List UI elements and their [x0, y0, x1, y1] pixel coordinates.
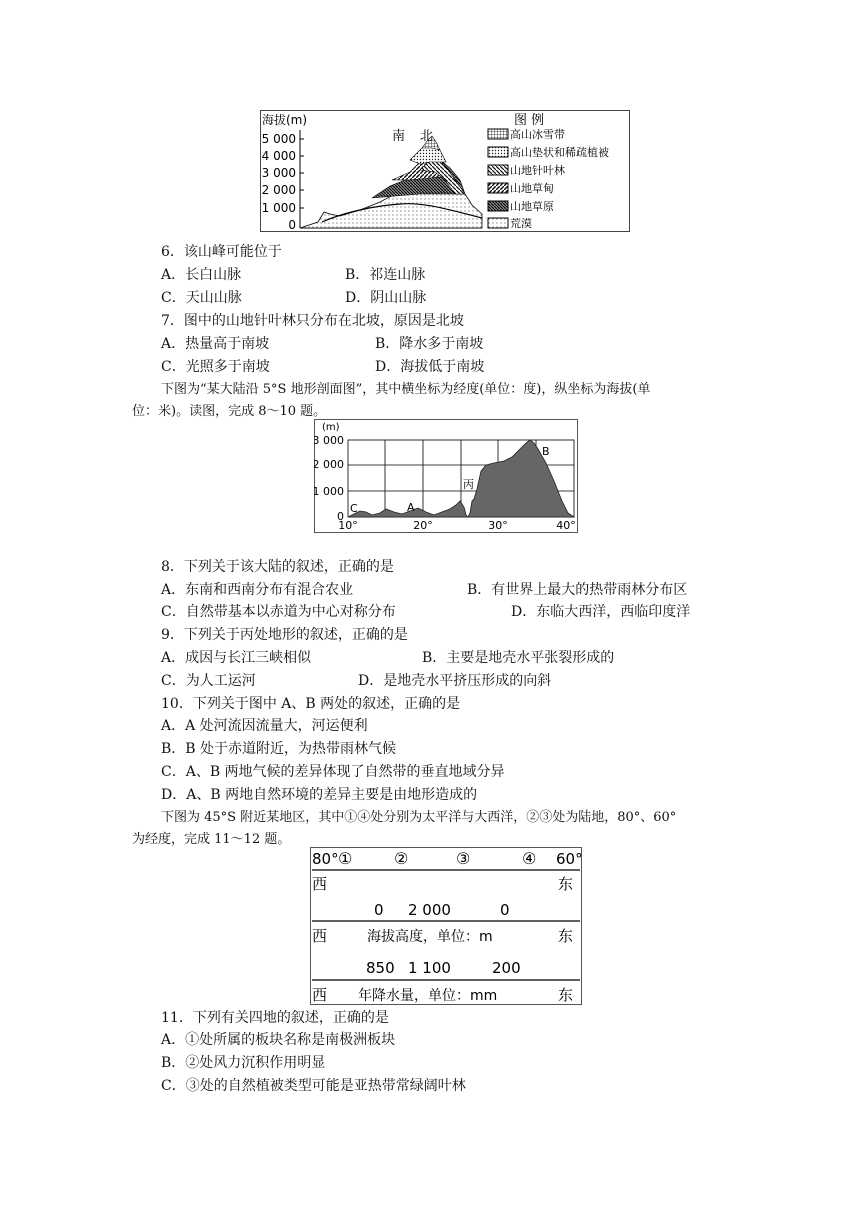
q10-option-c[interactable]: C．A、B 两地气候的差异体现了自然带的垂直地域分异 — [161, 764, 505, 780]
q9-option-b[interactable]: B．主要是地壳水平张裂形成的 — [422, 650, 615, 666]
q9-option-c[interactable]: C．为人工运河 — [161, 673, 256, 689]
figure-mountain-profile — [260, 110, 630, 232]
q8-option-c[interactable]: C．自然带基本以赤道为中心对称分布 — [161, 604, 396, 620]
fig2-xtick: 40° — [556, 519, 576, 532]
fig3-rain-value: 200 — [492, 959, 521, 977]
legend-item: 荒漠 — [510, 217, 532, 230]
fig2-label-b: B — [542, 445, 550, 458]
north-label: 北 — [420, 129, 434, 144]
q11-option-b[interactable]: B．②处风力沉积作用明显 — [161, 1055, 326, 1071]
fig3-elev-value: 2 000 — [408, 901, 451, 919]
fig2-ytick: 1 000 — [314, 485, 344, 498]
fig2-label-bing: 丙 — [463, 478, 474, 491]
fig1-ylabel: 海拔(m) — [262, 113, 308, 127]
legend-title: 图 例 — [514, 113, 545, 128]
q10-option-b[interactable]: B．B 处于赤道附近，为热带雨林气候 — [161, 741, 397, 757]
fig2-xtick: 30° — [488, 519, 508, 532]
fig2-ytick: 2 000 — [314, 458, 344, 471]
intro2-line1: 下图为“某大陆沿 5°S 地形剖面图”，其中横坐标为经度(单位：度)，纵坐标为海拔(单 — [161, 382, 651, 397]
fig3-east-1: 东 — [558, 875, 574, 893]
fig1-ytick: 5 000 — [261, 132, 296, 146]
fig3-east-3: 东 — [558, 986, 574, 1004]
legend-item: 高山冰雪带 — [510, 128, 565, 141]
fig2-ytick: 0 — [337, 510, 344, 523]
south-label: 南 — [392, 129, 406, 144]
fig2-xtick: 20° — [413, 519, 433, 532]
fig3-marker-2: ② — [394, 849, 409, 868]
fig3-west-1: 西 — [312, 875, 328, 893]
q8-stem: 8．下列关于该大陆的叙述，正确的是 — [161, 559, 394, 575]
q11-stem: 11．下列有关四地的叙述，正确的是 — [161, 1010, 389, 1026]
fig1-ytick: 2 000 — [261, 183, 296, 197]
legend-item: 山地草甸 — [510, 182, 554, 195]
q7-stem: 7．图中的山地针叶林只分布在北坡，原因是北坡 — [161, 313, 464, 329]
fig3-rain-value: 850 — [366, 959, 395, 977]
fig3-west-2: 西 — [312, 927, 328, 945]
fig1-ytick: 0 — [288, 218, 296, 232]
intro3-line1: 下图为 45°S 附近某地区，其中①④处分别为太平洋与大西洋，②③处为陆地，80°、60° — [161, 810, 677, 825]
fig3-lon-right: 60° — [556, 850, 582, 868]
q6-option-b[interactable]: B．祁连山脉 — [345, 267, 426, 283]
q6-option-a[interactable]: A．长白山脉 — [161, 267, 242, 283]
q10-stem: 10．下列关于图中 A、B 两处的叙述，正确的是 — [161, 696, 461, 712]
figure-45s-section — [310, 847, 582, 1005]
fig2-ytick: 3 000 — [314, 434, 344, 447]
figure-terrain-profile — [314, 419, 578, 533]
q6-stem: 6．该山峰可能位于 — [161, 244, 282, 260]
q7-option-b[interactable]: B．降水多于南坡 — [375, 336, 484, 352]
q9-option-a[interactable]: A．成因与长江三峡相似 — [161, 650, 312, 666]
q6-option-c[interactable]: C．天山山脉 — [161, 290, 242, 306]
intro2-line2: 位：米)。读图，完成 8～10 题。 — [132, 404, 327, 419]
fig3-marker-1: ① — [338, 849, 353, 868]
intro3-line2: 为经度，完成 11～12 题。 — [132, 832, 291, 847]
q7-option-d[interactable]: D．海拔低于南坡 — [375, 359, 485, 375]
q10-option-d[interactable]: D．A、B 两地自然环境的差异主要是由地形造成的 — [161, 787, 478, 803]
q8-option-a[interactable]: A．东南和西南分布有混合农业 — [161, 582, 354, 598]
q11-option-c[interactable]: C．③处的自然植被类型可能是亚热带常绿阔叶林 — [161, 1078, 466, 1094]
fig3-marker-4: ④ — [522, 849, 537, 868]
fig2-label-c: C — [350, 502, 358, 515]
fig3-rain-label: 年降水量，单位：mm — [358, 988, 498, 1004]
fig3-elev-value: 0 — [500, 901, 510, 919]
fig3-elev-value: 0 — [374, 901, 384, 919]
q9-stem: 9．下列关于丙处地形的叙述，正确的是 — [161, 627, 408, 643]
fig1-ytick: 4 000 — [261, 149, 296, 163]
fig2-label-a: A — [407, 501, 415, 514]
fig2-xtick: 10° — [338, 519, 358, 532]
q8-option-d[interactable]: D．东临大西洋，西临印度洋 — [511, 604, 691, 620]
q9-option-d[interactable]: D．是地壳水平挤压形成的向斜 — [358, 673, 552, 689]
fig2-yunit: (m) — [322, 422, 340, 433]
fig3-lon-left: 80° — [312, 850, 339, 868]
q11-option-a[interactable]: A．①处所属的板块名称是南极洲板块 — [161, 1032, 396, 1048]
fig1-ytick: 3 000 — [261, 166, 296, 180]
legend-item: 山地草原 — [510, 200, 554, 213]
q10-option-a[interactable]: A．A 处河流因流量大，河运便利 — [161, 718, 368, 734]
fig1-ytick: 1 000 — [261, 201, 296, 215]
fig3-east-2: 东 — [558, 927, 574, 945]
fig3-west-3: 西 — [312, 986, 328, 1004]
legend-item: 山地针叶林 — [510, 164, 565, 177]
q6-option-d[interactable]: D．阴山山脉 — [345, 290, 427, 306]
fig3-marker-3: ③ — [456, 849, 471, 868]
q7-option-a[interactable]: A．热量高于南坡 — [161, 336, 270, 352]
fig3-rain-value: 1 100 — [408, 959, 451, 977]
legend-item: 高山垫状和稀疏植被 — [510, 146, 609, 159]
q7-option-c[interactable]: C．光照多于南坡 — [161, 359, 270, 375]
q8-option-b[interactable]: B．有世界上最大的热带雨林分布区 — [467, 582, 688, 598]
fig3-elev-label: 海拔高度，单位：m — [367, 929, 493, 945]
